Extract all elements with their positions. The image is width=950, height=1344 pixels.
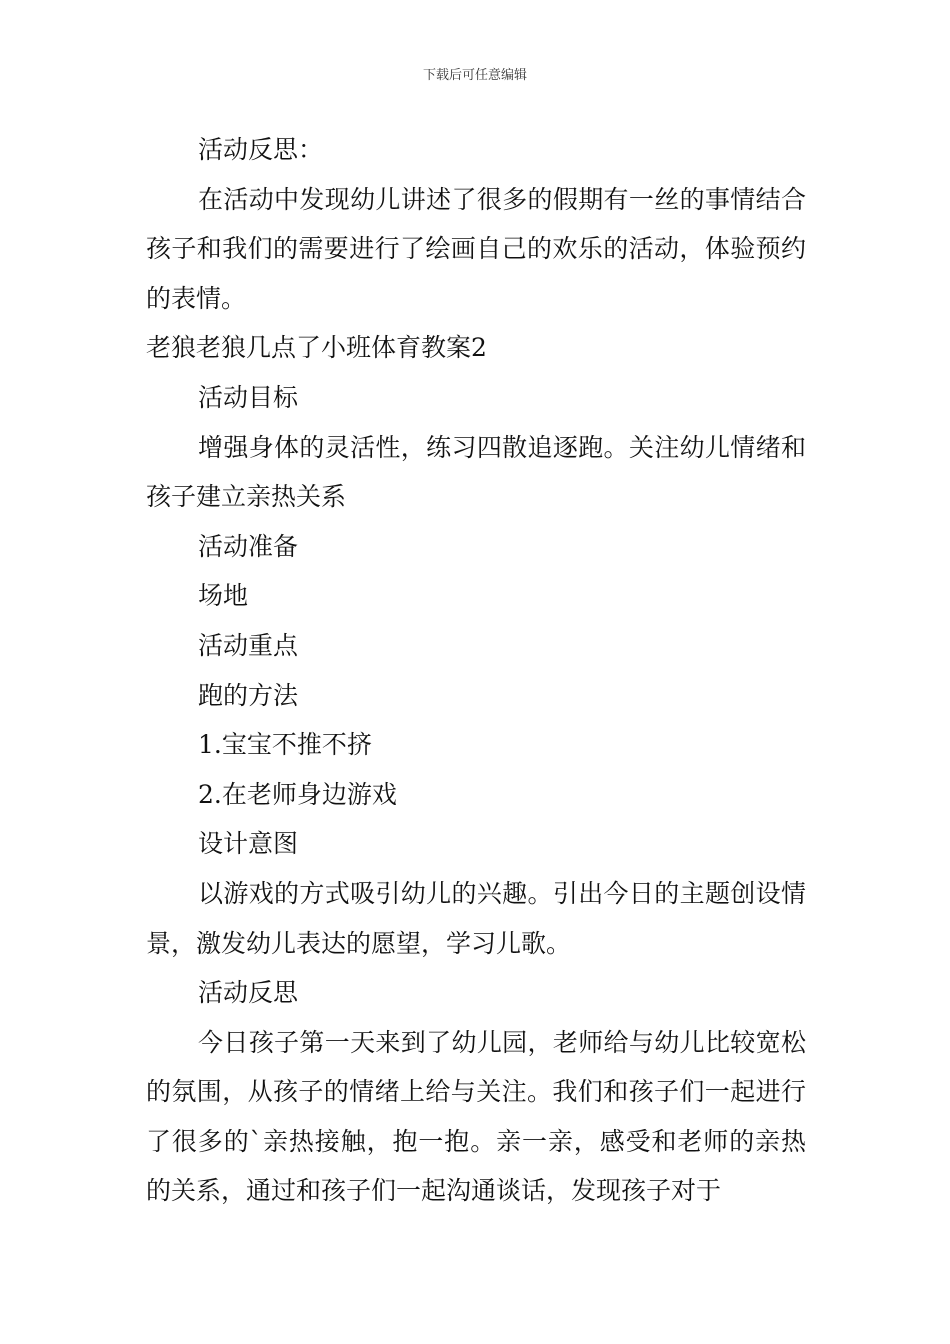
- preparation-heading: 活动准备: [198, 531, 299, 561]
- focus-paragraph: 跑的方法: [198, 680, 299, 710]
- document-body: [146, 125, 806, 1216]
- preparation-paragraph: 场地: [198, 581, 249, 611]
- goal-heading: 活动目标: [198, 382, 299, 412]
- page-header: 下载后可任意编辑: [422, 68, 527, 83]
- focus-heading: 活动重点: [198, 630, 299, 660]
- design-intent-paragraph: 以游戏的方式吸引幼儿的兴趣。引出今日的主题创设情景，激发幼儿表达的愿望，学习儿歌。: [146, 878, 806, 958]
- design-intent-heading: 设计意图: [198, 829, 299, 859]
- reflection-heading: 活动反思：: [198, 135, 324, 164]
- reflection-heading: 活动反思: [198, 978, 299, 1008]
- reflection-paragraph: 在活动中发现幼儿讲述了很多的假期有一丝的事情结合孩子和我们的需要进行了绘画自己的欢乐的活动，体验预约的表情。: [146, 184, 806, 313]
- goal-paragraph: 增强身体的灵活性，练习四散追逐跑。关注幼儿情绪和孩子建立亲热关系: [146, 432, 806, 512]
- lesson-title: 老狼老狼几点了小班体育教案2: [146, 333, 487, 363]
- list-item: 1.宝宝不推不挤: [198, 730, 372, 760]
- reflection-paragraph: 今日孩子第一天来到了幼儿园，老师给与幼儿比较宽松的氛围，从孩子的情绪上给与关注。我们和孩子们一起进行了很多的`亲热接触，抱一抱。亲一亲，感受和老师的亲热的关系，通过和孩子们一起沟通谈话，发现孩子对于: [146, 1027, 806, 1206]
- list-item: 2.在老师身边游戏: [198, 779, 397, 809]
